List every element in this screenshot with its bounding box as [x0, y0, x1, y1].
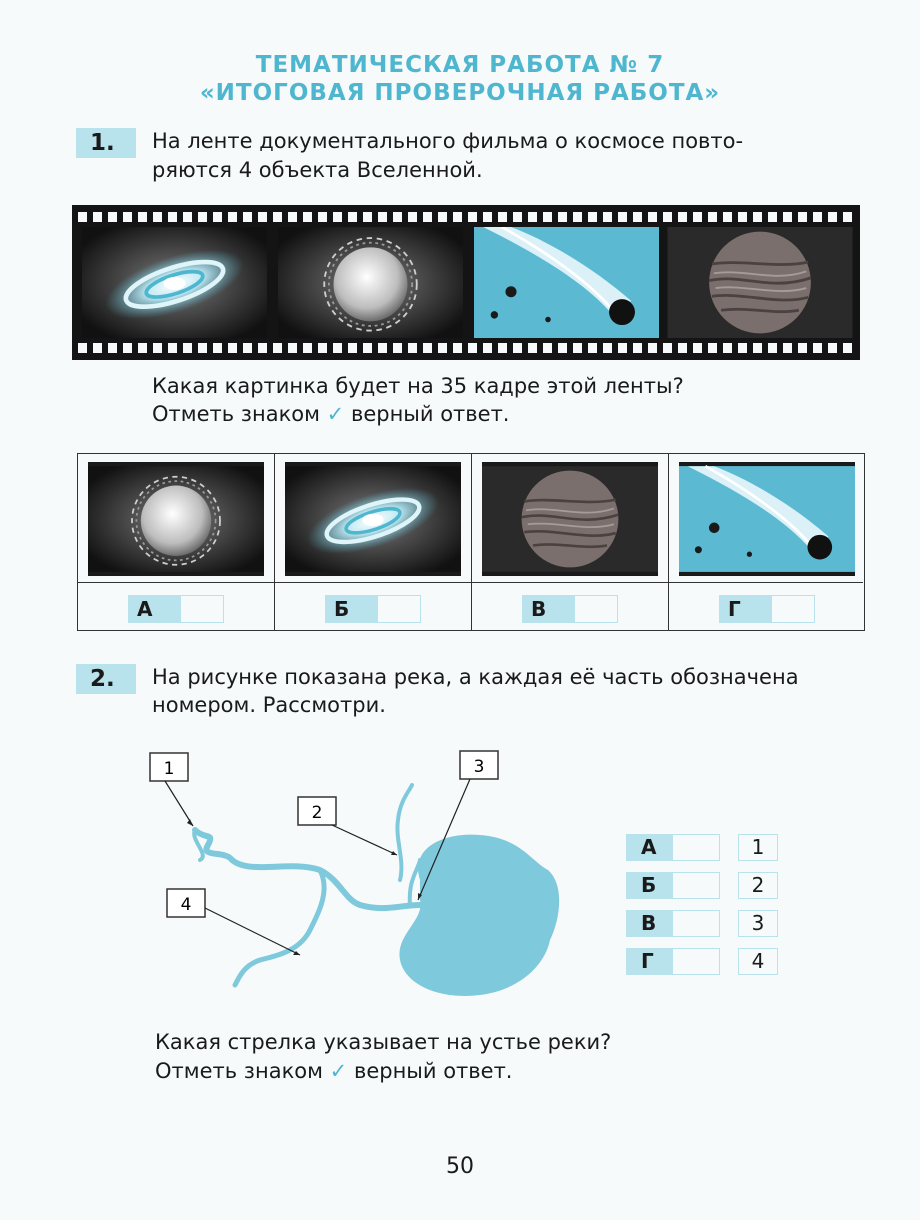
prompt-text: верный ответ.: [350, 402, 510, 426]
option-b-label: Б: [326, 596, 378, 622]
match-letter-v[interactable]: [626, 910, 720, 937]
prompt-text: верный ответ.: [353, 1059, 513, 1083]
match-letter-a[interactable]: [626, 834, 720, 861]
lake-shape: [399, 835, 559, 996]
match-letter-g[interactable]: [626, 948, 720, 975]
match-letter-a-label: А: [627, 835, 673, 860]
worksheet-title: ТЕМАТИЧЕСКАЯ РАБОТА № 7: [255, 52, 665, 78]
check-mark-icon: ✓: [329, 1059, 348, 1083]
question-1-text-line2: ряются 4 объекта Вселенной.: [152, 158, 483, 182]
question-2-number: 2.: [76, 664, 136, 694]
callout-1-label: 1: [163, 759, 175, 779]
callout-1: [150, 753, 193, 826]
callout-3-label: 3: [473, 757, 485, 777]
question-1-prompt-line1: Какая картинка будет на 35 кадре этой ленты?: [152, 374, 684, 398]
prompt-text: Отметь знаком: [152, 402, 320, 426]
prompt-text: Отметь знаком: [155, 1059, 323, 1083]
match-number-4[interactable]: 4: [738, 948, 778, 975]
question-1-text-line1: На ленте документального фильма о космосе повто-: [152, 129, 744, 153]
match-letter-b-label: Б: [627, 873, 673, 898]
match-letter-v-label: В: [627, 911, 673, 936]
option-v-label: В: [523, 596, 575, 622]
callout-2-label: 2: [311, 803, 323, 823]
match-letter-b[interactable]: [626, 872, 720, 899]
page-number: 50: [446, 1154, 474, 1179]
question-2-text-line2: номером. Рассмотри.: [152, 693, 386, 717]
check-mark-icon: ✓: [326, 402, 345, 426]
question-2-prompt-line1: Какая стрелка указывает на устье реки?: [155, 1030, 612, 1054]
match-number-2[interactable]: 2: [738, 872, 778, 899]
callout-2: [298, 797, 397, 855]
option-a-label: А: [129, 596, 181, 622]
question-2-text-line1: На рисунке показана река, а каждая её часть обозначена: [152, 665, 799, 689]
match-number-3[interactable]: 3: [738, 910, 778, 937]
callout-4-label: 4: [180, 895, 192, 915]
question-1-number: 1.: [76, 128, 136, 158]
match-number-1[interactable]: 1: [738, 834, 778, 861]
match-letter-g-label: Г: [627, 949, 673, 974]
option-g-label: Г: [720, 596, 772, 622]
callout-4: [167, 889, 300, 955]
question-2-prompt-line2: [155, 1057, 512, 1085]
worksheet-subtitle: «ИТОГОВАЯ ПРОВЕРОЧНАЯ РАБОТА»: [199, 80, 721, 106]
